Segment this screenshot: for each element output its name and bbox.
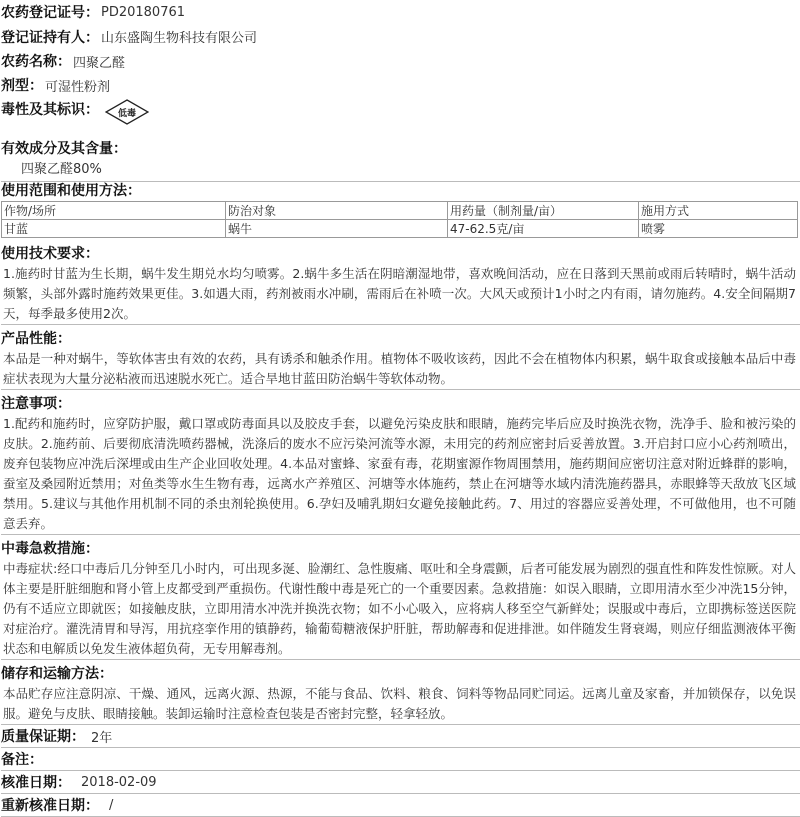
usage-table-header-row (2, 202, 798, 220)
usage-table (1, 201, 798, 238)
performance-label: 产品性能： (1, 331, 71, 347)
precautions-text: 1.配药和施药时，应穿防护服，戴口罩或防毒面具以及胶皮手套，以避免污染皮肤和眼睛，施药完毕后应及时换洗衣物，洗净手、脸和被污染的皮肤。2.施药前、后要彻底清洗喷药器械，洗涤后的废水不应污染河流等水源，未用完的药剂应密封后妥善放置。3.开启封口应小心药剂喷出，废弃包装物应冲洗后深埋或由生产企业回收处理。4.本品对蜜蜂、家蚕有毒，花期蜜源作物周围禁用，施药期间应密切注意对附近蜂群的影响，蚕室及桑园附近禁用；对鱼类等水生生物有毒，远离水产养殖区、河塘等水体施药，禁止在河塘等水域内清洗施药器具，赤眼蜂等天敌放飞区域禁用。5.建议与其他作用机制不同的杀虫剂轮换使用。6.孕妇及哺乳期妇女避免接触此药。7、用过的容器应妥善处理，不可做他用，也不可随意丢弃。 (1, 414, 800, 535)
usage-col-crop: 作物/场所 (2, 202, 226, 220)
table-row (2, 220, 798, 238)
toxicity-diamond-icon (105, 99, 149, 129)
reg-no-label: 农药登记证号： (1, 5, 99, 21)
approval-label: 核准日期： (1, 775, 71, 791)
shelf-label: 质量保证期： (1, 729, 85, 745)
reapproval-label: 重新核准日期： (1, 798, 99, 814)
toxicity-badge-text: 低毒 (117, 109, 137, 119)
remark-row (1, 748, 800, 771)
name-value: 四聚乙醛 (73, 55, 126, 71)
toxicity-row (1, 97, 800, 129)
reapproval-value: / (109, 797, 114, 813)
storage-text: 本品贮存应注意阴凉、干燥、通风，远离火源、热源，不能与食品、饮料、粮食、饲料等物品同贮同运。远离儿童及家畜，并加锁保存，以免误服。避免与皮肤、眼睛接触。装卸运输时注意检查包装是否密封完整，轻拿轻放。 (1, 684, 800, 725)
first-aid-text: 中毒症状:经口中毒后几分钟至几小时内，可出现多涎、脸潮红、急性腹痛、呕吐和全身震颤，后者可能发展为剧烈的强直性和阵发性惊厥。对人体主要是肝脏细胞和肾小管上皮都受到严重损伤。代谢性酸中毒是死亡的一个重要因素。急救措施：如误入眼睛，立即用清水至少冲洗15分钟，仍有不适应立即就医；如接触皮肤，立即用清水冲洗并换洗衣物；如不小心吸入，应将病人移至空气新鲜处；误服或中毒后，立即携标签送医院对症治疗。灌洗清胃和导泻，用抗痉挛作用的镇静药，输葡萄糖液保护肝脏，帮助解毒和促进排泄。如伴随发生肾衰竭，则应仔细监测液体平衡状态和电解质以免发生液体超负荷，无专用解毒剂。 (1, 559, 800, 660)
reg-no-row (1, 0, 800, 24)
holder-value: 山东盛陶生物科技有限公司 (101, 31, 258, 46)
form-label: 剂型： (1, 78, 43, 94)
usage-col-method: 施用方式 (639, 202, 798, 220)
usage-col-target: 防治对象 (226, 202, 448, 220)
tech-text: 1.施药时甘蓝为生长期，蜗牛发生期兑水均匀喷雾。2.蜗牛多生活在阴暗潮湿地带，喜欢晚间活动，应在日落到天黑前或雨后转晴时，蜗牛活动频繁，头部外露时施药效果更佳。3.如遇大雨，药剂被雨水冲刷，需雨后在补喷一次。大风天或预计1小时之内有雨，请勿施药。4.安全间隔期7天，每季最多使用2次。 (1, 264, 800, 325)
tech-label: 使用技术要求： (1, 246, 99, 262)
holder-row (1, 24, 800, 49)
shelf-value: 2年 (91, 730, 113, 746)
usage-cell-target: 蜗牛 (226, 220, 448, 238)
usage-label: 使用范围和使用方法： (1, 183, 141, 199)
remark-label: 备注： (1, 752, 43, 768)
reapproval-row (1, 794, 800, 817)
usage-cell-crop: 甘蓝 (2, 220, 226, 238)
approval-value: 2018-02-09 (81, 774, 157, 790)
toxicity-label: 毒性及其标识： (1, 102, 99, 118)
form-value: 可湿性粉剂 (45, 79, 111, 95)
precautions-label: 注意事项： (1, 396, 71, 412)
usage-col-dosage: 用药量（制剂量/亩） (448, 202, 639, 220)
usage-cell-method: 喷雾 (639, 220, 798, 238)
shelf-row (1, 725, 800, 748)
usage-cell-dosage: 47-62.5克/亩 (448, 220, 639, 238)
storage-label: 储存和运输方法： (1, 666, 113, 682)
ingredient-value: 四聚乙醛80% (1, 159, 800, 182)
approval-row (1, 771, 800, 794)
holder-label: 登记证持有人： (1, 29, 99, 46)
first-aid-label: 中毒急救措施： (1, 541, 99, 557)
ingredient-label: 有效成分及其含量： (1, 141, 127, 157)
name-label: 农药名称： (1, 54, 71, 70)
form-row (1, 73, 800, 97)
name-row (1, 49, 800, 73)
performance-text: 本品是一种对蜗牛，等软体害虫有效的农药，具有诱杀和触杀作用。植物体不吸收该药，因此不会在植物体内积累，蜗牛取食或接触本品后中毒症状表现为大量分泌粘液而迅速脱水死亡。适合旱地甘蓝田防治蜗牛等软体动物。 (1, 349, 800, 390)
reg-no-value: PD20180761 (101, 4, 186, 20)
